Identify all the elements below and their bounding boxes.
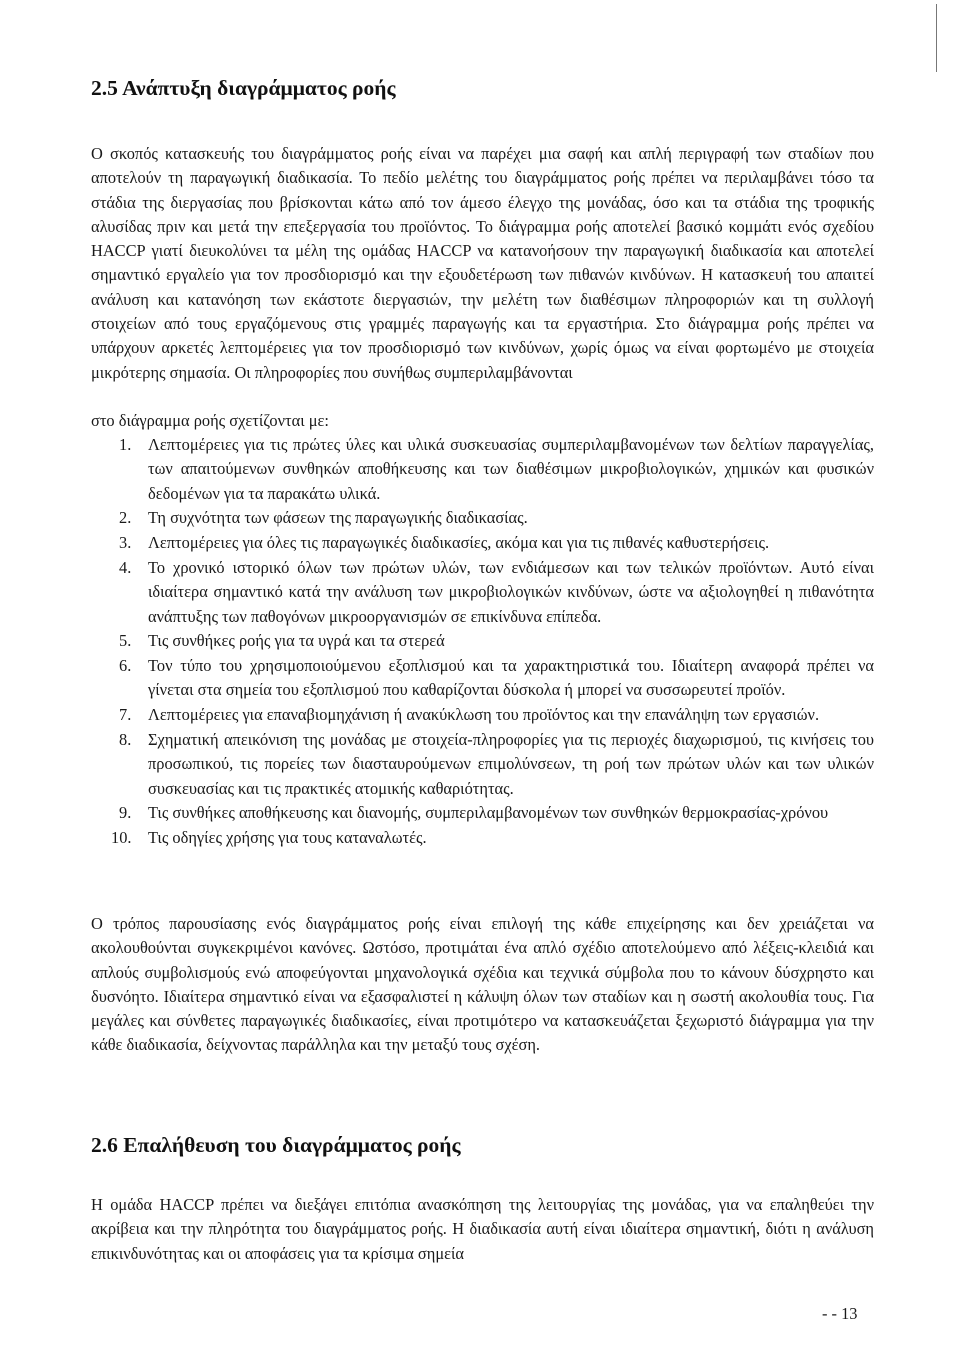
list-item-number: 2. bbox=[119, 508, 132, 528]
list-item-number: 3. bbox=[119, 533, 132, 553]
list-item-text: Λεπτομέρειες για τις πρώτες ύλες και υλικά συσκευασίας συμπεριλαμβανομένων των δελτίων παραγγελίας, των απαιτούμενων συνθηκών αποθήκευσης και των διαθέσιμων μικροβιολογικών, χημικών και φυσικών δεδομένων για τα παρακάτω υλικά. bbox=[148, 435, 874, 503]
list-item-text: Τις συνθήκες ροής για τα υγρά και τα στερεά bbox=[148, 631, 445, 651]
list-item-number: 1. bbox=[119, 435, 132, 454]
list-item-number: 9. bbox=[119, 803, 132, 823]
list-item-text: Το χρονικό ιστορικό όλων των πρώτων υλών, των ενδιάμεσων και των τελικών προϊόντων. Αυτό είναι ιδιαίτερα σημαντικό κατά την ανάλυση των μικροβιολογικών κινδύνων, ώστε να αξιολογηθεί η πιθανότητα ανάπτυξης των παθογόνων μικροοργανισμών σε επικίνδυνα επίπεδα. bbox=[148, 557, 874, 626]
list-item-3 bbox=[91, 531, 874, 555]
list-item-4 bbox=[91, 556, 874, 629]
list-item-text: Τις οδηγίες χρήσης για τους καταναλωτές. bbox=[148, 828, 427, 848]
section-heading-2-6: 2.6 Επαλήθευση του διαγράμματος ροής bbox=[91, 1133, 461, 1157]
list-item-7 bbox=[91, 703, 874, 727]
page-number: - - 13 bbox=[822, 1304, 858, 1323]
list-item-8 bbox=[91, 728, 874, 801]
section-heading-2-5: 2.5 Ανάπτυξη διαγράμματος ροής bbox=[91, 76, 396, 100]
list-item-6 bbox=[91, 654, 874, 703]
margin-rule bbox=[936, 4, 937, 72]
information-list bbox=[91, 433, 874, 851]
list-item-text: Τη συχνότητα των φάσεων της παραγωγικής διαδικασίας. bbox=[148, 508, 528, 528]
list-item-number: 6. bbox=[119, 656, 132, 676]
list-item-text: Λεπτομέρειες για επαναβιομηχάνιση ή ανακύκλωση του προϊόντος και την επανάληψη των εργασιών. bbox=[148, 705, 820, 725]
body-paragraph-verification: Η ομάδα HACCP πρέπει να διεξάγει επιτόπια ανασκόπηση της λειτουργίας της μονάδας, για να επαληθεύει την ακρίβεια και την πληρότητα του διαγράμματος ροής. Η διαδικασία αυτή είναι ιδιαίτερα σημαντική, διότι η ανάλυση επικινδυνότητας και οι αποφάσεις για τα κρίσιμα σημεία bbox=[91, 1195, 874, 1263]
list-item-text: Σχηματική απεικόνιση της μονάδας με στοιχεία-πληροφορίες για τις περιοχές διαχωρισμού, τις κινήσεις του προσωπικού, τις πορείες των διασταυρούμενων επιμολύνσεων, τη ροή των πρώτων υλών και των υλικών συσκευασίας και τις πρακτικές ατομικής καθαριότητας. bbox=[148, 730, 874, 798]
body-paragraph-flowchart-purpose: Ο σκοπός κατασκευής του διαγράμματος ροής είναι να παρέχει μια σαφή και απλή περιγραφή των σταδίων που αποτελούν τη παραγωγική διαδικασία. Το πεδίο μελέτης του διαγράμματος ροής πρέπει να περιλαμβάνει τόσο τα στάδια της διεργασίας που βρίσκονται κάτω από τον άμεσο έλεγχο της μονάδας, όσο και τα στάδια της τροφικής αλυσίδας πριν και μετά την επεξεργασία του προϊόντος. Το διάγραμμα ροής αποτελεί βασικό κομμάτι ενός σχεδίου HACCP γιατί διευκολύνει τα μέλη της ομάδας HACCP να κατανοήσουν την παραγωγική διαδικασία και αποτελεί σημαντικό εργαλείο για τον προσδιορισμό και την εξουδετέρωση των πιθανών κινδύνων. Η κατασκευή του απαιτεί ανάλυση και κατανόηση των εκάστοτε διεργασιών, την μελέτη των διαθέσιμων πληροφοριών και τη συλλογή στοιχείων από τους εργαζόμενους στις γραμμές παραγωγής και τα εργαστήρια. Στο διάγραμμα ροής πρέπει να υπάρχουν αρκετές λεπτομέρειες για τον προσδιορισμό των κινδύνων, χωρίς όμως να είναι φορτωμένο με στοιχεία μικρότερης σημασία. Οι πληροφορίες που συνήθως συμπεριλαμβάνονται bbox=[91, 144, 874, 382]
list-item-number: 8. bbox=[119, 730, 132, 750]
list-item-2 bbox=[91, 506, 874, 530]
body-paragraph-presentation: Ο τρόπος παρουσίασης ενός διαγράμματος ροής είναι επιλογή της κάθε επιχείρησης και δεν χρειάζεται να ακολουθούνται συγκεκριμένοι κανόνες. Ωστόσο, προτιμάται ένα απλό σχέδιο αποτελούμενο από λέξεις-κλειδιά και απλούς συμβολισμούς ενώ αποφεύγονται μηχανολογικά σχέδια και τεχνικά σύμβολα που το κάνουν δύσχρηστο και δυσνόητο. Ιδιαίτερα σημαντικό είναι να εξασφαλιστεί η κάλυψη όλων των σταδίων και η σωστή ακολουθία τους. Για μεγάλες και σύνθετες παραγωγικές διαδικασίες, είναι προτιμότερο να κατασκευάζεται ξεχωριστό διάγραμμα για την κάθε διαδικασία, δείχνοντας παράλληλα και την μεταξύ τους σχέση. bbox=[91, 914, 874, 1055]
list-item-1 bbox=[91, 433, 874, 506]
list-item-text: Τις συνθήκες αποθήκευσης και διανομής, συμπεριλαμβανομένων των συνθηκών θερμοκρασίας-χρόνου bbox=[148, 803, 829, 823]
list-item-number: 10. bbox=[111, 828, 132, 848]
list-item-9 bbox=[91, 801, 874, 825]
list-item-text: Λεπτομέρειες για όλες τις παραγωγικές διαδικασίες, ακόμα και για τις πιθανές καθυστερήσεις. bbox=[148, 533, 770, 553]
list-item-number: 7. bbox=[119, 705, 132, 725]
list-item-10 bbox=[91, 826, 874, 850]
list-item-number: 4. bbox=[119, 557, 132, 577]
list-intro: στο διάγραμμα ροής σχετίζονται με: bbox=[91, 411, 329, 430]
list-item-number: 5. bbox=[119, 631, 132, 651]
list-item-5 bbox=[91, 629, 874, 653]
list-item-text: Τον τύπο του χρησιμοποιούμενου εξοπλισμού και τα χαρακτηριστικά του. Ιδιαίτερη αναφορά πρέπει να γίνεται στα σημεία του εξοπλισμού που καθαρίζονται δύσκολα ή μπορεί να συσσωρευτεί προϊόν. bbox=[148, 656, 874, 700]
